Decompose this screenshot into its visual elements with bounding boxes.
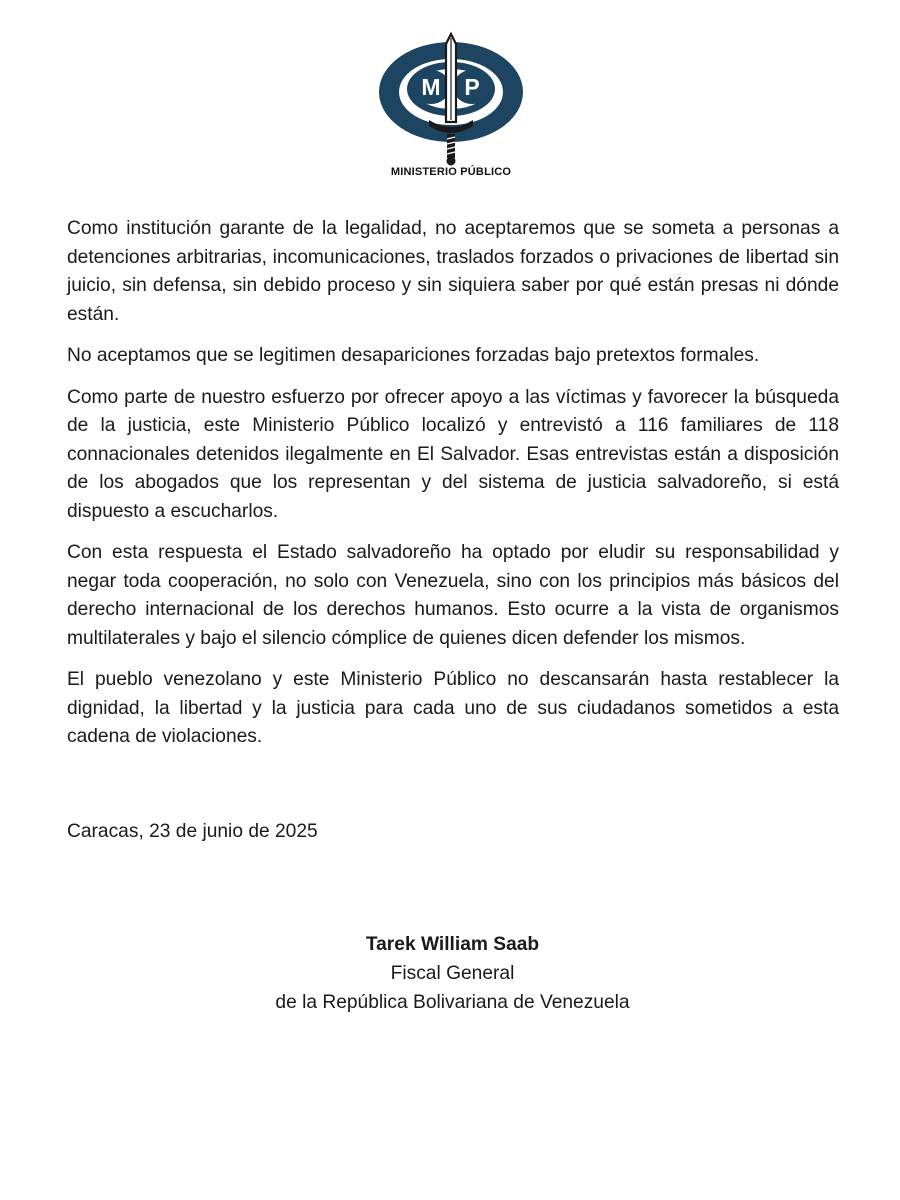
logo-caption: MINISTERIO PÚBLICO xyxy=(390,166,512,178)
signatory-institution: de la República Bolivariana de Venezuela xyxy=(275,992,630,1013)
statement-body xyxy=(67,215,839,765)
mp-emblem-icon xyxy=(375,30,527,182)
paragraph-3: Como parte de nuestro esfuerzo por ofrecer apoyo a las víctimas y favorecer la búsqueda de la justicia, este Ministerio Público localizó y entrevistó a 116 familiares de 118 connacionales detenidos ilegalmente en El Salvador. Esas entrevistas están a disposición de los abogados que los representan y del sistema de justicia salvadoreño, si está dispuesto a escucharlos. xyxy=(67,386,839,522)
paragraph-4: Con esta respuesta el Estado salvadoreño ha optado por eludir su responsabilidad y negar toda cooperación, no solo con Venezuela, sino con los principios más básicos del derecho internacional de los derechos humanos. Esto ocurre a la vista de organismos multilaterales y bajo el silencio cómplice de quienes dicen defender los mismos. xyxy=(67,542,839,649)
signatory-name: Tarek William Saab xyxy=(365,934,540,955)
signatory-title: Fiscal General xyxy=(390,963,515,984)
signature-block xyxy=(200,930,705,1017)
paragraph-1: Como institución garante de la legalidad, no aceptaremos que se someta a personas a detenciones arbitrarias, incomunicaciones, traslados forzados o privaciones de libertad sin juicio, sin defensa, sin debido proceso y sin siquiera saber por qué están presas ni dónde están. xyxy=(67,218,839,325)
ministerio-publico-logo xyxy=(375,30,527,182)
svg-text:P: P xyxy=(464,74,480,100)
paragraph-2: No aceptamos que se legitimen desapariciones forzadas bajo pretextos formales. xyxy=(67,345,760,366)
paragraph-5: El pueblo venezolano y este Ministerio Público no descansarán hasta restablecer la dignidad, la libertad y la justicia para cada uno de sus ciudadanos sometidos a esta cadena de violaciones. xyxy=(67,669,839,747)
date-line: Caracas, 23 de junio de 2025 xyxy=(67,821,318,842)
svg-text:M: M xyxy=(421,74,441,100)
